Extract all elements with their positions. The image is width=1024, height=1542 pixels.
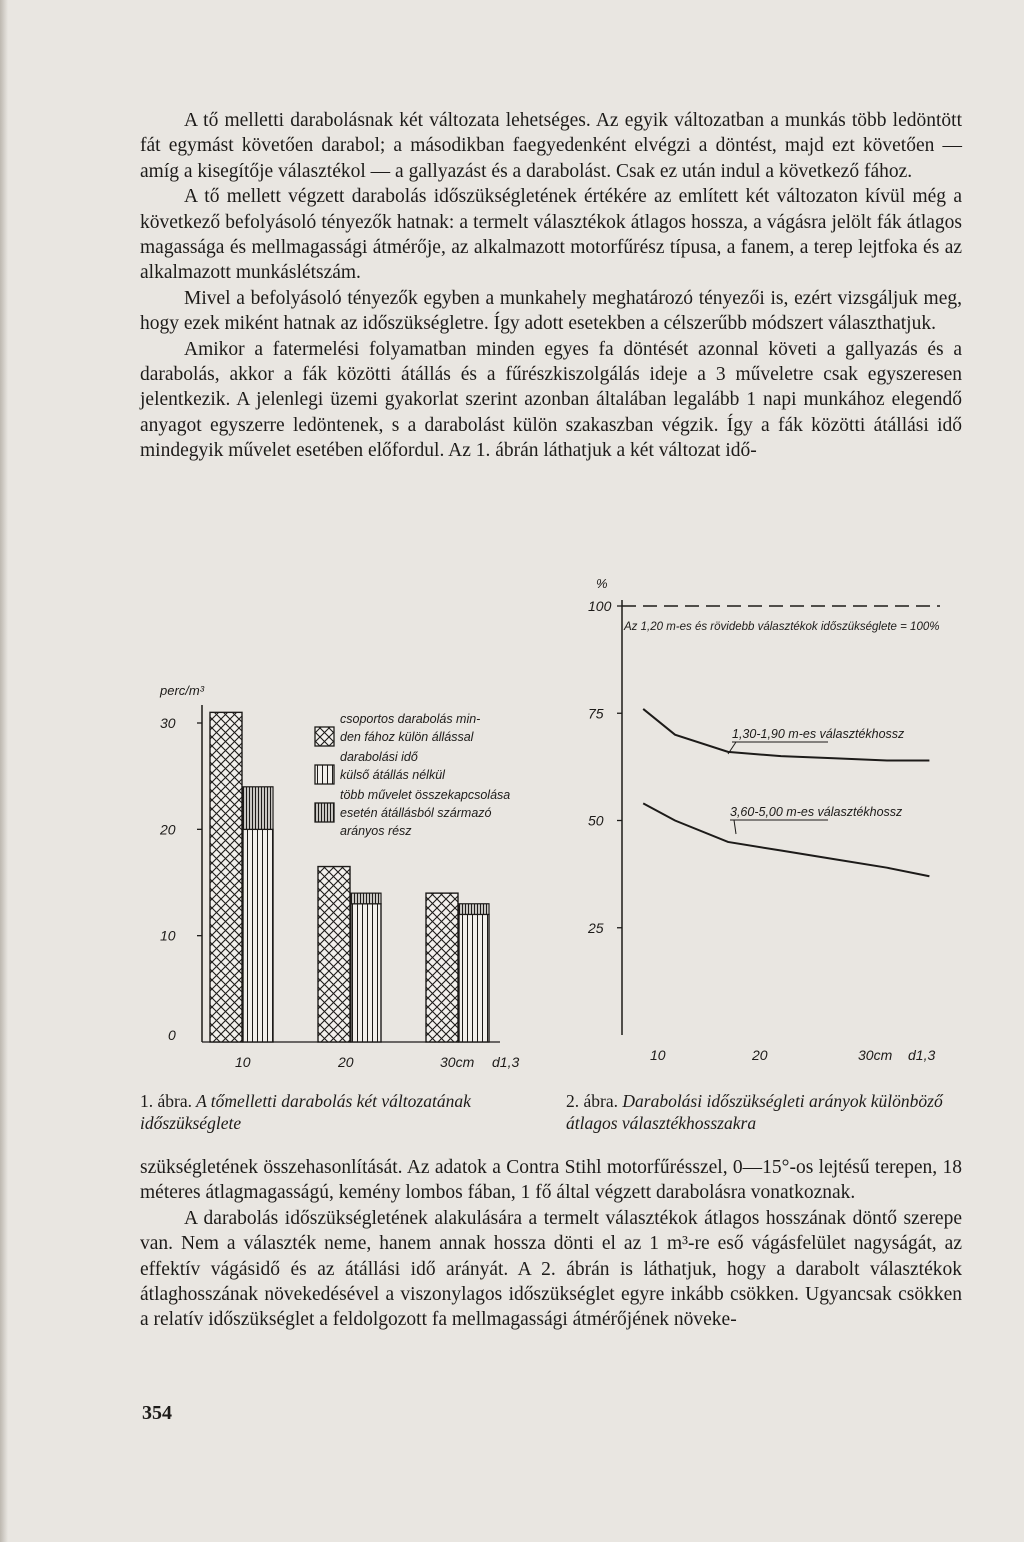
figure-2-line-chart: [560, 570, 980, 1080]
y-tick-label: 30: [160, 715, 176, 731]
bar-csoportos: [318, 867, 350, 1042]
paragraph: Amikor a fatermelési folyamatban minden egyes fa döntését azonnal követi a gallyazás és a darabolás, akkor a fák közötti átállás és a fűrészkiszolgálás ideje a 3 műveletre csak egyszeresen jelentkezik. A jelenlegi üzemi gyakorlat szerint azonban általában legalább 1 napi munkához elegendő anyagot egyszerre ledöntenek, s a darabolást külön szakaszban végzik. Így a fák közötti átállási idő mindegyik művelet esetében előfordul. Az 1. ábrán láthatjuk a két változat idő-: [140, 338, 962, 462]
legend-label: arányos rész: [340, 824, 412, 838]
label-leader: [734, 820, 736, 834]
series-label: 3,60-5,00 m-es választékhossz: [730, 805, 903, 819]
x-tick-label: 20: [338, 1054, 354, 1070]
y-tick-label: 50: [588, 812, 604, 829]
bar-darabolasi-ido: [459, 914, 489, 1042]
bar-csoportos: [210, 712, 242, 1042]
bar-darabolasi-ido: [243, 829, 273, 1042]
bar-csoportos: [426, 893, 458, 1042]
legend-swatch: [315, 765, 334, 784]
y-tick-label: 75: [588, 705, 604, 722]
bar-arányos-rész: [243, 787, 273, 830]
y-axis-label: %: [596, 576, 608, 591]
paragraph: Mivel a befolyásoló tényezők egyben a munkahely meghatározó tényezői is, ezért vizsgáljuk meg, hogy ezek miként hatnak az időszükségletre. Így adott esetekben a célszerűbb módszert választhatjuk.: [140, 287, 962, 335]
paragraph: szükségletének összehasonlítását. Az adatok a Contra Stihl motorfűrésszel, 0—15°-os lejtésű terepen, 18 méteres átlagmagasságú, kemény lombos fában, 1 fő által végzett darabolásra vonatkoznak.: [140, 1157, 962, 1204]
bar-arányos-rész: [351, 893, 381, 904]
x-tick-label: 30cm: [858, 1047, 893, 1063]
series-label: 1,30-1,90 m-es választékhossz: [732, 727, 905, 741]
legend-label: esetén átállásból származó: [340, 806, 492, 820]
legend-swatch: [315, 803, 334, 822]
figure-1-caption-text: A tőmelletti darabolás két változatának időszükséglete: [140, 1091, 471, 1133]
figure-1-caption: [140, 1090, 550, 1134]
paragraph: A tő mellett végzett darabolás időszükségletének értékére az említett két változaton kívül még a következő befolyásoló tényezők hatnak: a termelt választékok átlagos hossza, a vágásra jelölt fák átlagos magassága és mellmagassági átmérője, az alkalmazott motorfűrész típusa, a fanem, a terep lejtfoka és az alkalmazott munkáslétszám.: [140, 186, 962, 284]
figure-2-caption-text: Darabolási időszükségleti arányok különböző átlagos választékhosszakra: [566, 1091, 943, 1133]
y-tick-label: 0: [168, 1027, 176, 1043]
page-number: 354: [142, 1402, 172, 1424]
paragraph: A tő melletti darabolásnak két változata lehetséges. Az egyik változatban a munkás több ledöntött fát egymást követően darabol; a másodikban faegyedenként elvégzi a döntést, majd ezt követően — amíg a kisegítője választékol — a gallyazást és a darabolást. Csak ez után indul a következő fához.: [140, 110, 962, 182]
legend-label: külső átállás nélkül: [340, 768, 445, 782]
y-tick-label: 25: [588, 919, 604, 936]
y-tick-label: 100: [588, 598, 612, 614]
paragraph: A darabolás időszükségletének alakulására a termelt választékok átlagos hosszának döntő szerepe van. Nem a választék neme, hanem annak hossza dönti el az 1 m³-re eső vágásfelület nagyságát, az effektív vágásidő és az átállási idő arányát. A 2. ábrán is láthatjuk, hogy a darabolt választékok átlaghosszának növekedésével a viszonylagos időszükséglet egyre inkább csökken. Ugyancsak csökken a relatív időszükséglet a feldolgozott fa mellmagassági átmérőjének növeke-: [140, 1207, 962, 1331]
legend-label: több művelet összekapcsolása: [340, 788, 511, 802]
page-edge: [0, 0, 8, 1542]
legend-swatch: [315, 727, 334, 746]
legend-label: csoportos darabolás min-: [340, 712, 481, 726]
x-tick-label: 20: [752, 1047, 768, 1063]
bar-chart-svg: [140, 665, 550, 1080]
legend-label: darabolási idő: [340, 750, 418, 764]
figure-1-number: 1. ábra.: [140, 1091, 192, 1111]
x-tick-label: 10: [235, 1054, 251, 1070]
x-tick-label: 30cm: [440, 1054, 475, 1070]
y-tick-label: 10: [160, 927, 176, 944]
legend-label: den fához külön állással: [340, 730, 474, 744]
y-axis-label: perc/m³: [160, 683, 205, 698]
x-tick-label: 10: [650, 1047, 666, 1063]
text-block-bottom: [140, 1155, 962, 1333]
text-block-top: [140, 108, 962, 464]
figure-2-number: 2. ábra.: [566, 1091, 618, 1111]
series-label: Az 1,20 m-es és rövidebb választékok időszükséglete = 100%: [624, 621, 940, 633]
x-axis-symbol: d1,3: [492, 1054, 520, 1070]
figure-1-bar-chart: [140, 665, 550, 1080]
bar-arányos-rész: [459, 904, 489, 915]
y-tick-label: 20: [160, 821, 176, 838]
x-axis-symbol: d1,3: [908, 1047, 936, 1063]
figure-2-caption: [566, 1090, 976, 1134]
bar-darabolasi-ido: [351, 904, 381, 1042]
line-chart-svg: [560, 570, 980, 1080]
